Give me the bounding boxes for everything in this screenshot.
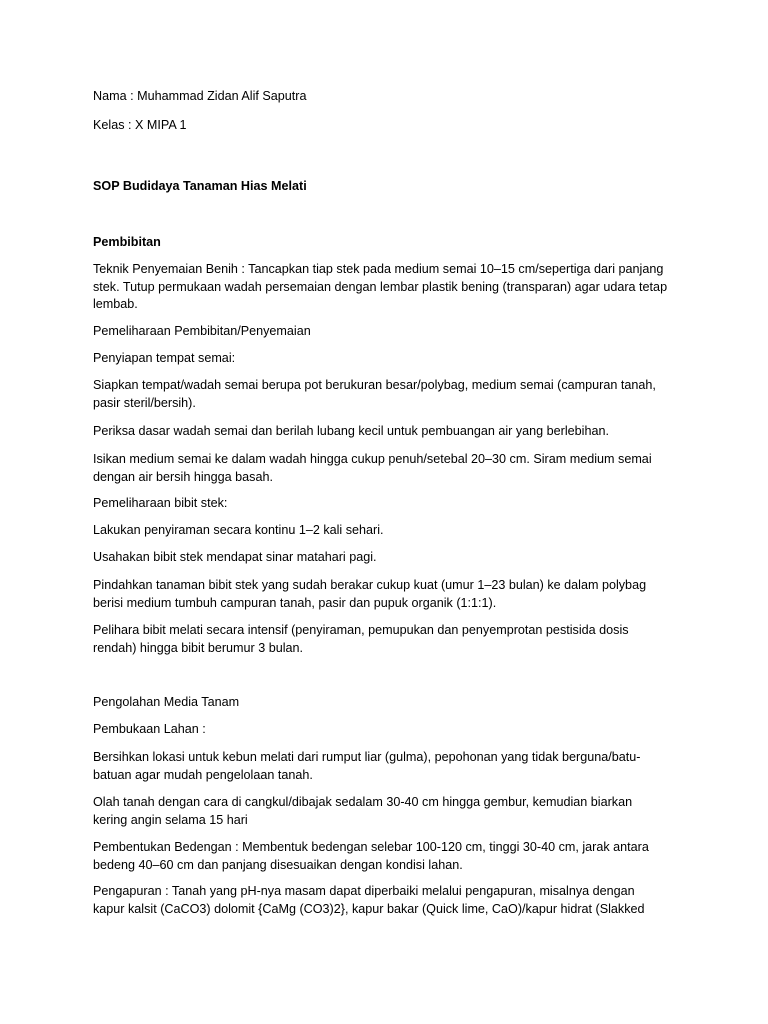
student-name-line: Nama : Muhammad Zidan Alif Saputra	[93, 89, 307, 103]
paragraph-pembentukan-bedengan: Pembentukan Bedengan : Membentuk bedengan selebar 100-120 cm, tinggi 30-40 cm, jarak antara bedeng 40–60 cm dan panjang disesuaikan dengan kondisi lahan.	[93, 840, 649, 872]
document-title: SOP Budidaya Tanaman Hias Melati	[93, 179, 307, 193]
paragraph-pengapuran: Pengapuran : Tanah yang pH-nya masam dapat diperbaiki melalui pengapuran, misalnya dengan kapur kalsit (CaCO3) dolomit {CaMg (CO3)2}, kapur bakar (Quick lime, CaO)/kapur hidrat (Slakked	[93, 884, 645, 916]
section-heading-pengolahan-media: Pengolahan Media Tanam	[93, 695, 240, 709]
paragraph-isikan-medium: Isikan medium semai ke dalam wadah hingga cukup penuh/setebal 20–30 cm. Siram medium semai dengan air bersih hingga basah.	[93, 452, 652, 484]
paragraph-olah-tanah: Olah tanah dengan cara di cangkul/dibajak sedalam 30-40 cm hingga gembur, kemudian biarkan kering angin selama 15 hari	[93, 795, 633, 827]
paragraph-teknik-penyemaian: Teknik Penyemaian Benih : Tancapkan tiap stek pada medium semai 10–15 cm/sepertiga dari panjang stek. Tutup permukaan wadah persemaian dengan lembar plastik bening (transparan) agar udara tetap lembab.	[93, 262, 668, 311]
paragraph-pindahkan-tanaman: Pindahkan tanaman bibit stek yang sudah berakar cukup kuat (umur 1–23 bulan) ke dalam polybag berisi medium tumbuh campuran tanah, pasir dan pupuk organik (1:1:1).	[93, 578, 647, 610]
student-class-line: Kelas : X MIPA 1	[93, 118, 187, 132]
paragraph-periksa-dasar: Periksa dasar wadah semai dan berilah lubang kecil untuk pembuangan air yang berlebihan.	[93, 424, 609, 438]
section-heading-pembibitan: Pembibitan	[93, 235, 161, 249]
paragraph-pemeliharaan-pembibitan: Pemeliharaan Pembibitan/Penyemaian	[93, 324, 311, 338]
paragraph-penyiraman: Lakukan penyiraman secara kontinu 1–2 kali sehari.	[93, 523, 384, 537]
paragraph-pemeliharaan-bibit: Pemeliharaan bibit stek:	[93, 496, 228, 510]
paragraph-penyiapan-tempat: Penyiapan tempat semai:	[93, 351, 236, 365]
paragraph-bersihkan-lokasi: Bersihkan lokasi untuk kebun melati dari rumput liar (gulma), pepohonan yang tidak berguna/batu-batuan agar mudah pengelolaan tanah.	[93, 750, 641, 782]
paragraph-siapkan-tempat: Siapkan tempat/wadah semai berupa pot berukuran besar/polybag, medium semai (campuran tanah, pasir steril/bersih).	[93, 378, 656, 410]
paragraph-pelihara-bibit: Pelihara bibit melati secara intensif (penyiraman, pemupukan dan penyemprotan pestisida dosis rendah) hingga bibit berumur 3 bulan.	[93, 623, 629, 655]
paragraph-sinar-matahari: Usahakan bibit stek mendapat sinar matahari pagi.	[93, 550, 377, 564]
paragraph-pembukaan-lahan: Pembukaan Lahan :	[93, 722, 206, 736]
